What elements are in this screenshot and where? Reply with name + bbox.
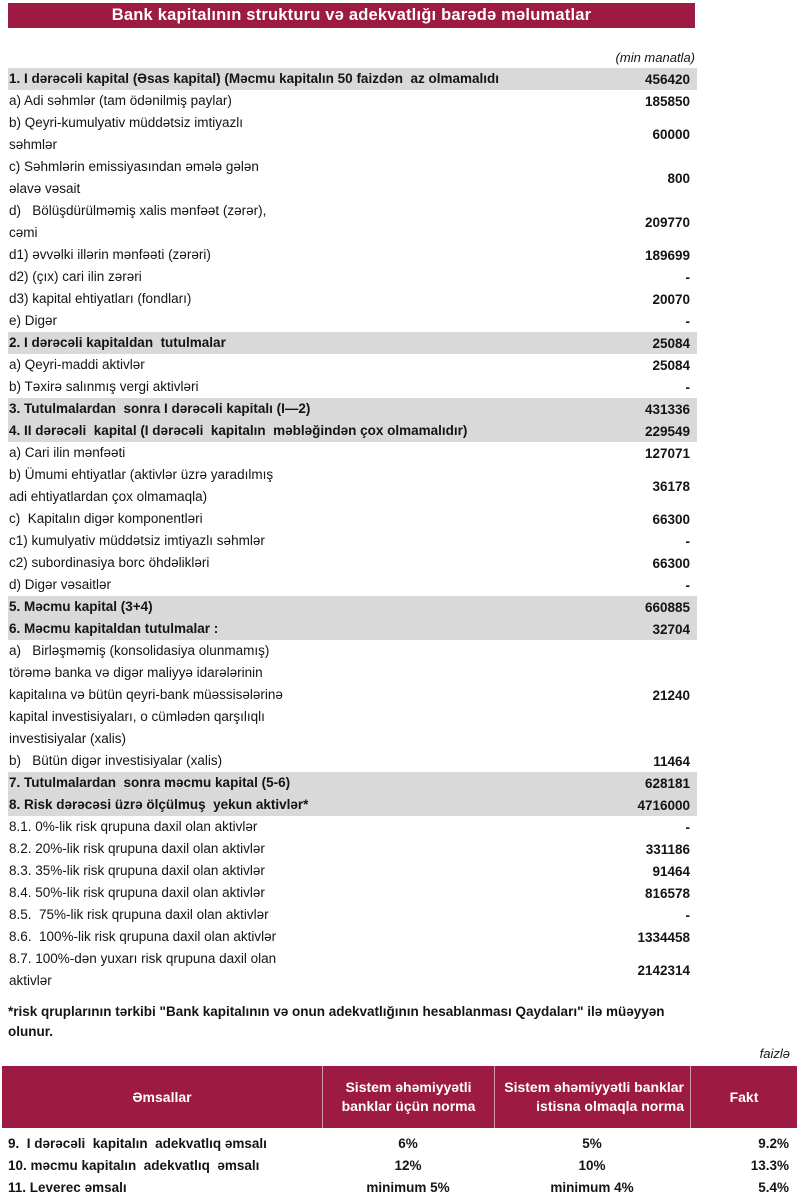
capital-table-row [8, 860, 697, 882]
capital-table-row [8, 464, 697, 508]
ratio-row-systemic-norm: 6% [398, 1136, 418, 1151]
capital-table-row [8, 266, 697, 288]
row-label: 1. I dərəcəli kapital (Əsas kapital) (Məcmu kapitalın 50 faizdən az olmamalıdı [9, 71, 499, 86]
row-value: - [685, 269, 690, 285]
footnote: *risk qruplarının tərkibi "Bank kapitalının və onun adekvatlığının hesablanması Qaydaları" ilə müəyyən olunur. [8, 1004, 665, 1039]
capital-table-row [8, 794, 697, 816]
ratio-row-non-systemic-norm: 10% [578, 1158, 606, 1173]
row-value: 4716000 [637, 797, 690, 813]
row-label: b) Ümumi ehtiyatlar (aktivlər üzrə yaradılmış adi ehtiyatlardan çox olmamaqla) [9, 467, 274, 504]
row-value: 660885 [644, 599, 690, 615]
ratio-row-fact: 9.2% [758, 1136, 789, 1151]
row-value: 21240 [652, 687, 690, 703]
row-label: c1) kumulyativ müddətsiz imtiyazlı səhmlər [9, 533, 265, 548]
ratio-row-non-systemic-norm: 5% [582, 1136, 602, 1151]
row-value: - [685, 907, 690, 923]
capital-table-row [8, 354, 697, 376]
capital-table-row [8, 508, 697, 530]
capital-table-row [8, 68, 697, 90]
row-value: - [685, 819, 690, 835]
row-value: 189699 [644, 247, 690, 263]
row-value: 11464 [653, 753, 690, 769]
unit-note: (min manatla) [615, 50, 695, 65]
capital-table-row [8, 882, 697, 904]
capital-table-row [8, 596, 697, 618]
row-value: 36178 [652, 478, 690, 494]
row-label: c2) subordinasiya borc öhdəlikləri [9, 555, 210, 570]
row-label: 8.5. 75%-lik risk qrupuna daxil olan aktivlər [9, 907, 269, 922]
row-value: 60000 [652, 126, 690, 142]
row-value: 431336 [644, 401, 690, 417]
row-label: 8.3. 35%-lik risk qrupuna daxil olan aktivlər [9, 863, 265, 878]
capital-table-row [8, 640, 697, 750]
row-value: 331186 [645, 841, 690, 857]
row-value: 66300 [652, 555, 690, 571]
row-value: 25084 [652, 335, 690, 351]
row-value: 1334458 [637, 929, 690, 945]
row-label: d2) (çıx) cari ilin zərəri [9, 269, 142, 284]
capital-table-row [8, 420, 697, 442]
row-label: d3) kapital ehtiyatları (fondları) [9, 291, 192, 306]
row-label: a) Cari ilin mənfəəti [9, 445, 126, 460]
row-value: 66300 [652, 511, 690, 527]
capital-table-row [8, 904, 697, 926]
row-label: a) Qeyri-maddi aktivlər [9, 357, 145, 372]
row-value: 628181 [644, 775, 690, 791]
ratio-row-label: 10. məcmu kapitalın adekvatlıq əmsalı [8, 1158, 260, 1173]
row-value: - [685, 379, 690, 395]
row-label: 7. Tutulmalardan sonra məcmu kapital (5-6) [9, 775, 291, 790]
percent-note: faizlə [759, 1046, 790, 1061]
row-label: 8.2. 20%-lik risk qrupuna daxil olan aktivlər [9, 841, 265, 856]
row-value: 456420 [644, 71, 690, 87]
row-label: b) Bütün digər investisiyalar (xalis) [9, 753, 223, 768]
row-label: 3. Tutulmalardan sonra I dərəcəli kapitalı (I—2) [9, 401, 311, 416]
row-label: d) Digər vəsaitlər [9, 577, 112, 592]
report-page [0, 3, 800, 1199]
row-label: c) Səhmlərin emissiyasından əmələ gələn əlavə vəsait [9, 159, 259, 196]
capital-table-row [8, 750, 697, 772]
row-value: 25084 [652, 357, 690, 373]
row-value: - [685, 577, 690, 593]
row-value: - [685, 533, 690, 549]
capital-table-row [8, 310, 697, 332]
capital-table-row [8, 244, 697, 266]
ratio-row-fact: 5.4% [758, 1180, 789, 1195]
ratio-row-systemic-norm: minimum 5% [366, 1180, 450, 1195]
row-label: 4. II dərəcəli kapital (I dərəcəli kapitalın məbləğindən çox olmamalıdır) [9, 423, 468, 438]
ratio-header-coefficients-label: Əmsallar [132, 1089, 192, 1105]
row-label: d) Bölüşdürülməmiş xalis mənfəət (zərər), cəmi [9, 203, 267, 240]
ratio-table-body [2, 1128, 797, 1199]
row-value: 20070 [652, 291, 690, 307]
capital-table-row [8, 156, 697, 200]
row-label: 8.4. 50%-lik risk qrupuna daxil olan aktivlər [9, 885, 265, 900]
row-label: a) Birləşməmiş (konsolidasiya olunmamış) törəmə banka və digər maliyyə idarələrinin kapitalına və bütün qeyri-bank müəssisələrinə kapital investisiyaları, o cümlədən qarşılıqlı investisiyalar (xalis) [9, 643, 283, 746]
capital-table-body [8, 68, 697, 992]
ratio-header-systemic-norm [322, 1066, 494, 1128]
capital-table-row [8, 398, 697, 420]
capital-table-row [8, 838, 697, 860]
capital-table-row [8, 926, 697, 948]
capital-table-row [8, 552, 697, 574]
capital-table-row [8, 112, 697, 156]
ratio-row-fact: 13.3% [750, 1158, 789, 1173]
ratio-header-non-systemic-norm-label: Sistem əhəmiyyətli banklar istisna olmaqla norma [504, 1079, 684, 1114]
capital-table-row [8, 574, 697, 596]
row-value: 800 [667, 170, 690, 186]
ratio-table [2, 1066, 797, 1199]
ratio-header-coefficients [2, 1066, 322, 1128]
capital-table-row [8, 288, 697, 310]
ratio-table-row [2, 1133, 797, 1155]
capital-table-row [8, 530, 697, 552]
capital-table-row [8, 332, 697, 354]
row-label: 5. Məcmu kapital (3+4) [9, 599, 153, 614]
row-label: 2. I dərəcəli kapitaldan tutulmalar [9, 335, 226, 350]
row-label: d1) əvvəlki illərin mənfəəti (zərəri) [9, 247, 211, 262]
row-label: e) Digər [9, 313, 58, 328]
ratio-header-non-systemic-norm [494, 1066, 690, 1128]
row-value: 229549 [644, 423, 690, 439]
row-value: 816578 [644, 885, 690, 901]
row-value: 2142314 [637, 962, 690, 978]
capital-table-row [8, 618, 697, 640]
ratio-row-label: 9. I dərəcəli kapitalın adekvatlıq əmsalı [8, 1136, 267, 1151]
row-label: 8. Risk dərəcəsi üzrə ölçülmuş yekun aktivlər* [9, 797, 309, 812]
row-value: 32704 [652, 621, 690, 637]
ratio-table-header [2, 1066, 797, 1128]
capital-table [8, 68, 697, 992]
row-value: 127071 [644, 445, 690, 461]
ratio-table-row [2, 1177, 797, 1199]
ratio-row-label: 11. Leverec əmsalı [8, 1180, 127, 1195]
ratio-header-systemic-norm-label: Sistem əhəmiyyətli banklar üçün norma [341, 1079, 476, 1114]
row-value: 185850 [644, 93, 690, 109]
ratio-header-fact-label: Fakt [729, 1089, 759, 1105]
row-label: b) Qeyri-kumulyativ müddətsiz imtiyazlı səhmlər [9, 115, 244, 152]
ratio-table-row [2, 1155, 797, 1177]
page-title: Bank kapitalının strukturu və adekvatlığı barədə məlumatlar [8, 3, 695, 28]
ratio-row-systemic-norm: 12% [394, 1158, 422, 1173]
row-label: a) Adi səhmlər (tam ödənilmiş paylar) [9, 93, 232, 108]
capital-table-row [8, 948, 697, 992]
row-label: 8.6. 100%-lik risk qrupuna daxil olan aktivlər [9, 929, 277, 944]
capital-table-row [8, 816, 697, 838]
row-label: 8.7. 100%-dən yuxarı risk qrupuna daxil olan aktivlər [9, 951, 277, 988]
row-label: b) Təxirə salınmış vergi aktivləri [9, 379, 199, 394]
ratio-row-non-systemic-norm: minimum 4% [550, 1180, 634, 1195]
ratio-header-fact [690, 1066, 797, 1128]
row-label: c) Kapitalın digər komponentləri [9, 511, 203, 526]
capital-table-row [8, 442, 697, 464]
row-value: 91464 [652, 863, 690, 879]
row-label: 8.1. 0%-lik risk qrupuna daxil olan aktivlər [9, 819, 258, 834]
capital-table-row [8, 90, 697, 112]
row-value: 209770 [644, 214, 690, 230]
capital-table-row [8, 200, 697, 244]
capital-table-row [8, 772, 697, 794]
row-value: - [685, 313, 690, 329]
capital-table-row [8, 376, 697, 398]
row-label: 6. Məcmu kapitaldan tutulmalar : [9, 621, 219, 636]
